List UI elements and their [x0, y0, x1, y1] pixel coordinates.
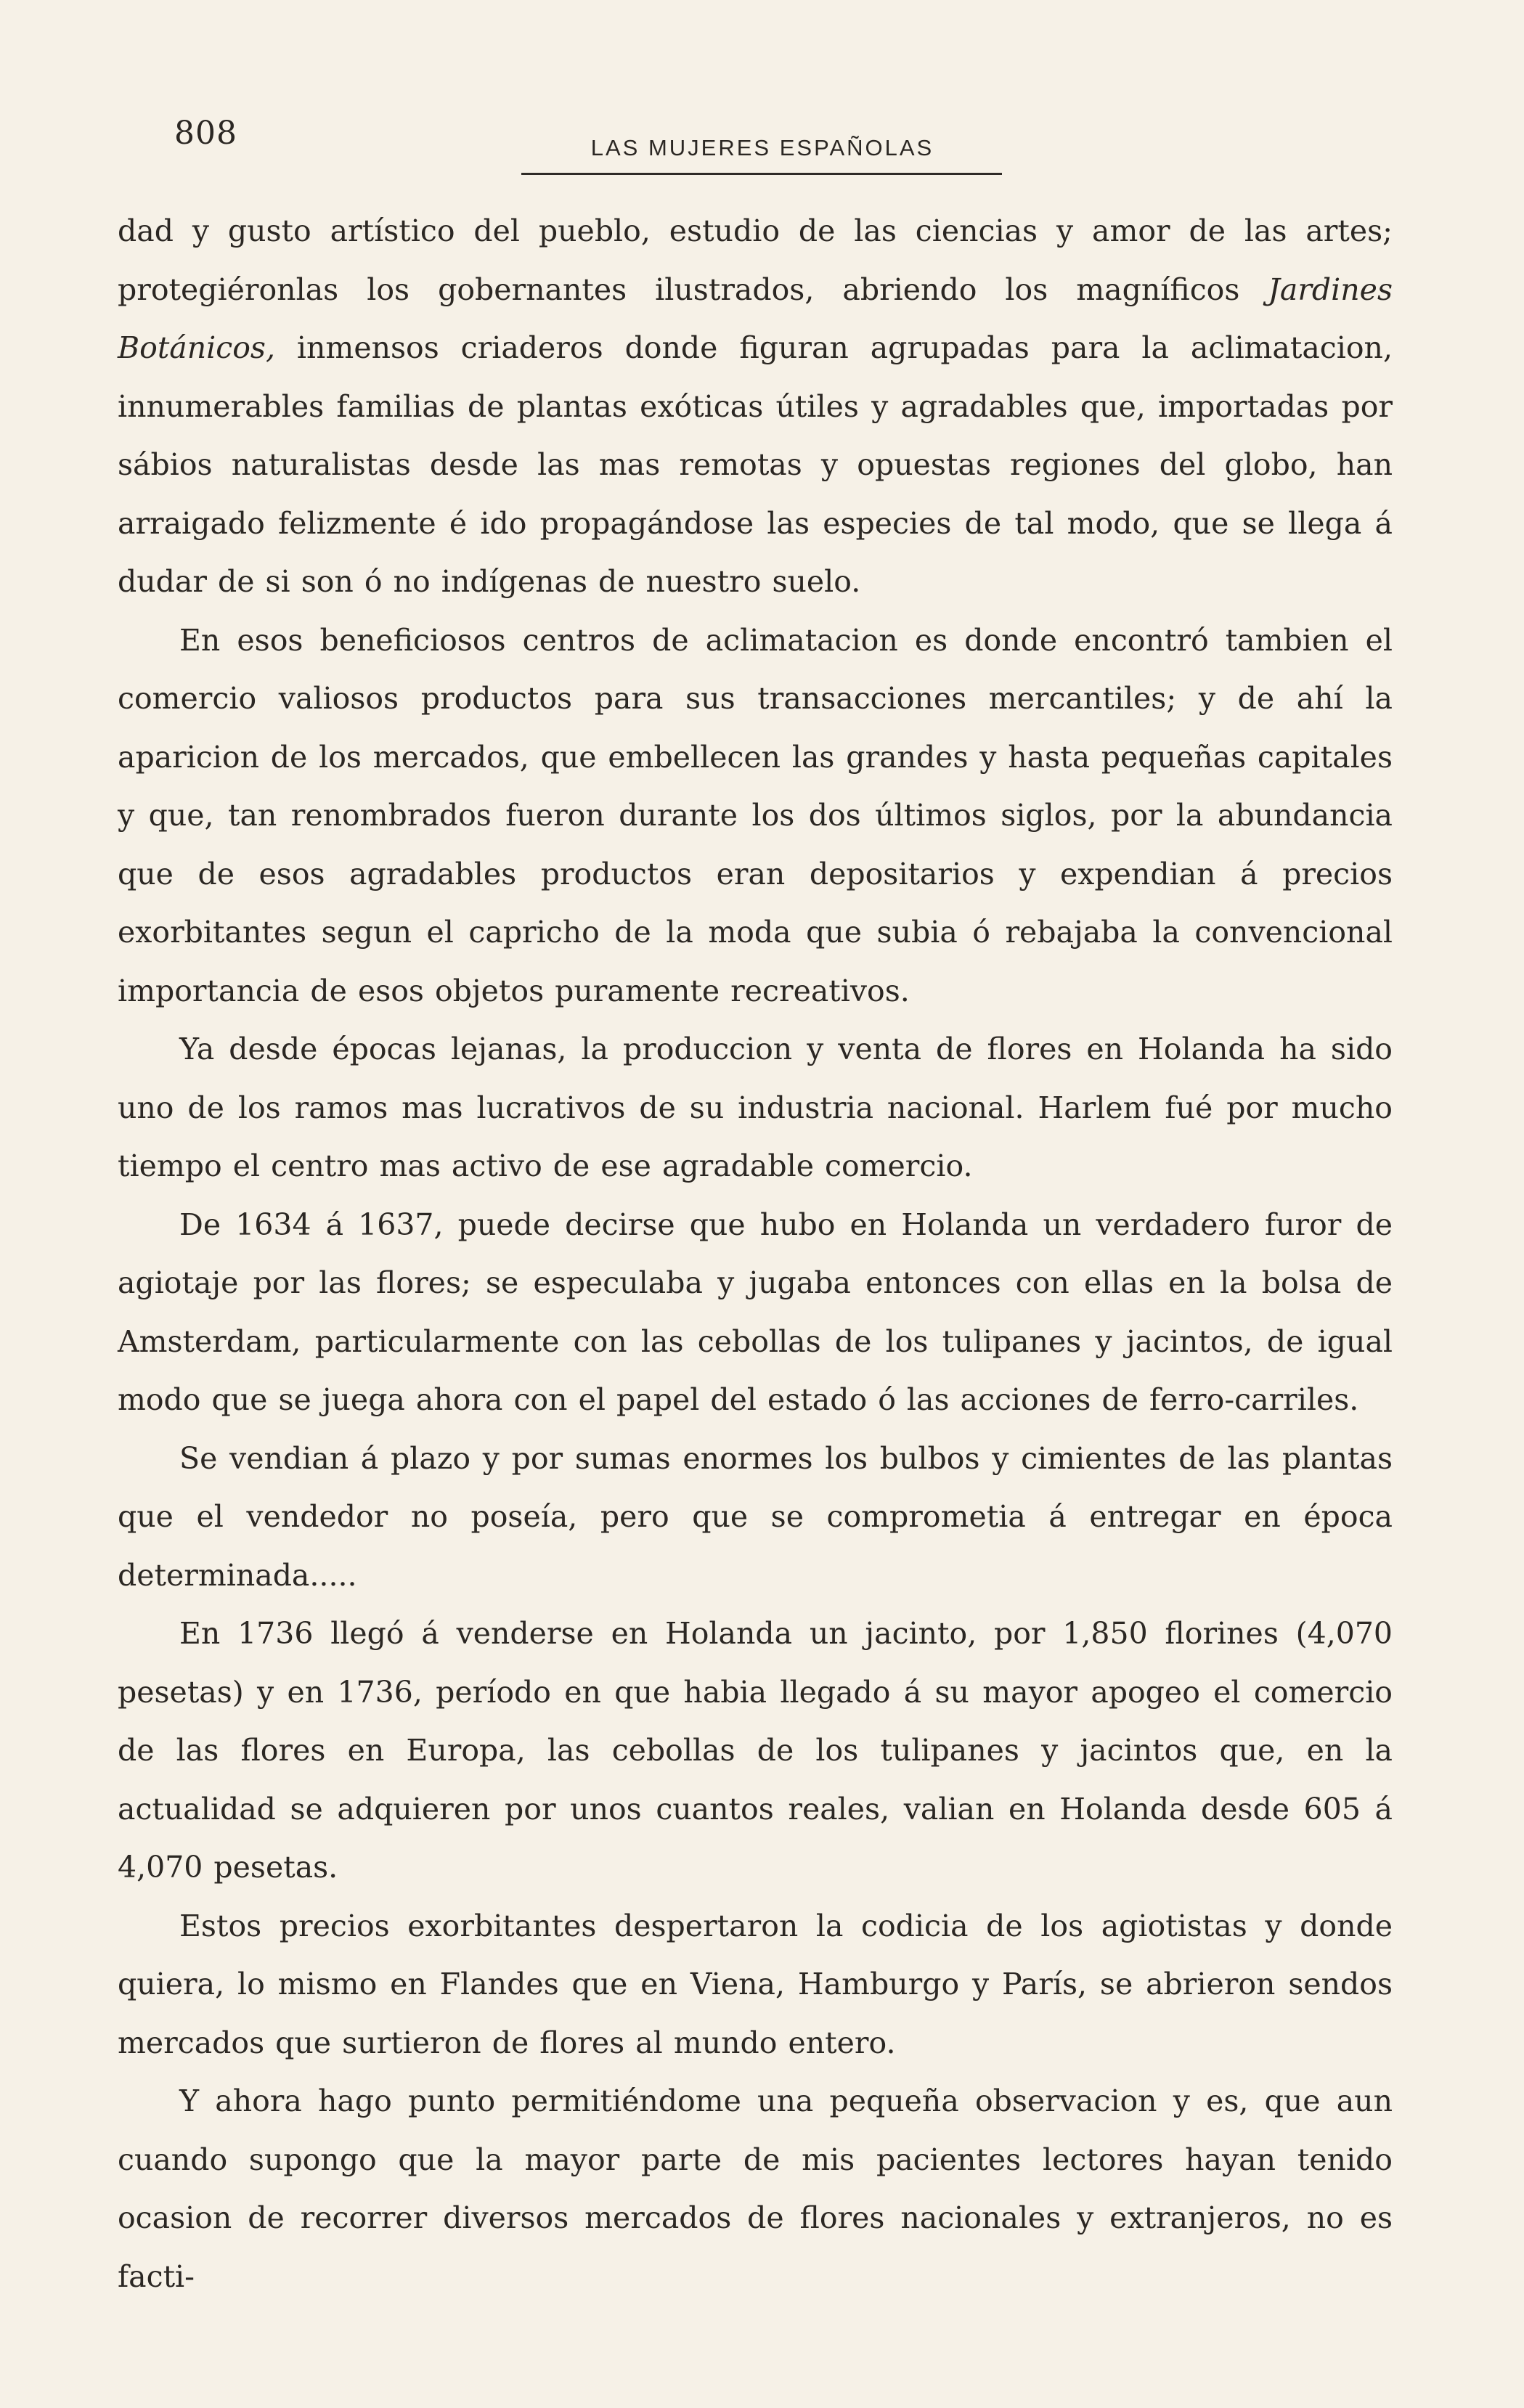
paragraph-2: En esos beneficiosos centros de aclimatacion es donde encontró tambien el comercio valiosos productos para sus transacciones mercantiles; y de ahí la aparicion de los mercados, que embellecen las grandes y hasta pequeñas capitales y que, tan renombrados fueron durante los dos últimos siglos, por la abundancia que de esos agradables productos eran depositarios y expendian á precios exorbitantes segun el capricho de la moda que subia ó rebajaba la convencional importancia de esos objetos puramente recreativos. [118, 622, 1393, 1008]
page-number: 808 [174, 115, 237, 152]
header-rule [521, 173, 1002, 175]
paragraph-4: De 1634 á 1637, puede decirse que hubo en Holanda un verdadero furor de agiotaje por las flores; se especulaba y jugaba entonces con ellas en la bolsa de Amsterdam, particularmente con las cebollas de los tulipanes y jacintos, de igual modo que se juega ahora con el papel del estado ó las acciones de ferro-carriles. [118, 1207, 1393, 1417]
paragraph-1-italic-term: Jardines Botánicos, [118, 272, 1393, 365]
paragraph-1-text-after: inmensos criaderos donde figuran agrupadas para la aclimatacion, innumerables familias de plantas exóticas útiles y agradables que, importadas por sábios naturalistas desde las mas remotas y opuestas regiones del globo, han arraigado felizmente é ido propagándose las especies de tal modo, que se llega á dudar de si son ó no indígenas de nuestro suelo. [118, 330, 1393, 599]
running-title: LAS MUJERES ESPAÑOLAS [590, 135, 934, 160]
paragraph-7: Estos precios exorbitantes despertaron la codicia de los agiotistas y donde quiera, lo mismo en Flandes que en Viena, Hamburgo y París, se abrieron sendos mercados que surtieron de flores al mundo entero. [118, 1908, 1393, 2060]
paragraph-3: Ya desde épocas lejanas, la produccion y venta de flores en Holanda ha sido uno de los ramos mas lucrativos de su industria nacional. Harlem fué por mucho tiempo el centro mas activo de ese agradable comercio. [118, 1032, 1393, 1183]
paragraph-1-text-before: dad y gusto artístico del pueblo, estudio de las ciencias y amor de las artes; protegiéronlas los gobernantes ilustrados, abriendo los magníficos [118, 213, 1393, 307]
paragraph-1 [118, 202, 1393, 611]
paragraph-8: Y ahora hago punto permitiéndome una pequeña observacion y es, que aun cuando supongo que la mayor parte de mis pacientes lectores hayan tenido ocasion de recorrer diversos mercados de flores nacionales y extranjeros, no es facti- [118, 2083, 1393, 2294]
paragraph-5: Se vendian á plazo y por sumas enormes los bulbos y cimientes de las plantas que el vendedor no poseía, pero que se comprometia á entregar en época determinada..... [118, 1440, 1393, 1593]
body-text [118, 202, 1393, 2306]
paragraph-6: En 1736 llegó á venderse en Holanda un jacinto, por 1,850 florines (4,070 pesetas) y en 1736, período en que habia llegado á su mayor apogeo el comercio de las flores en Europa, las cebollas de los tulipanes y jacintos que, en la actualidad se adquieren por unos cuantos reales, valian en Holanda desde 605 á 4,070 pesetas. [118, 1616, 1393, 1885]
